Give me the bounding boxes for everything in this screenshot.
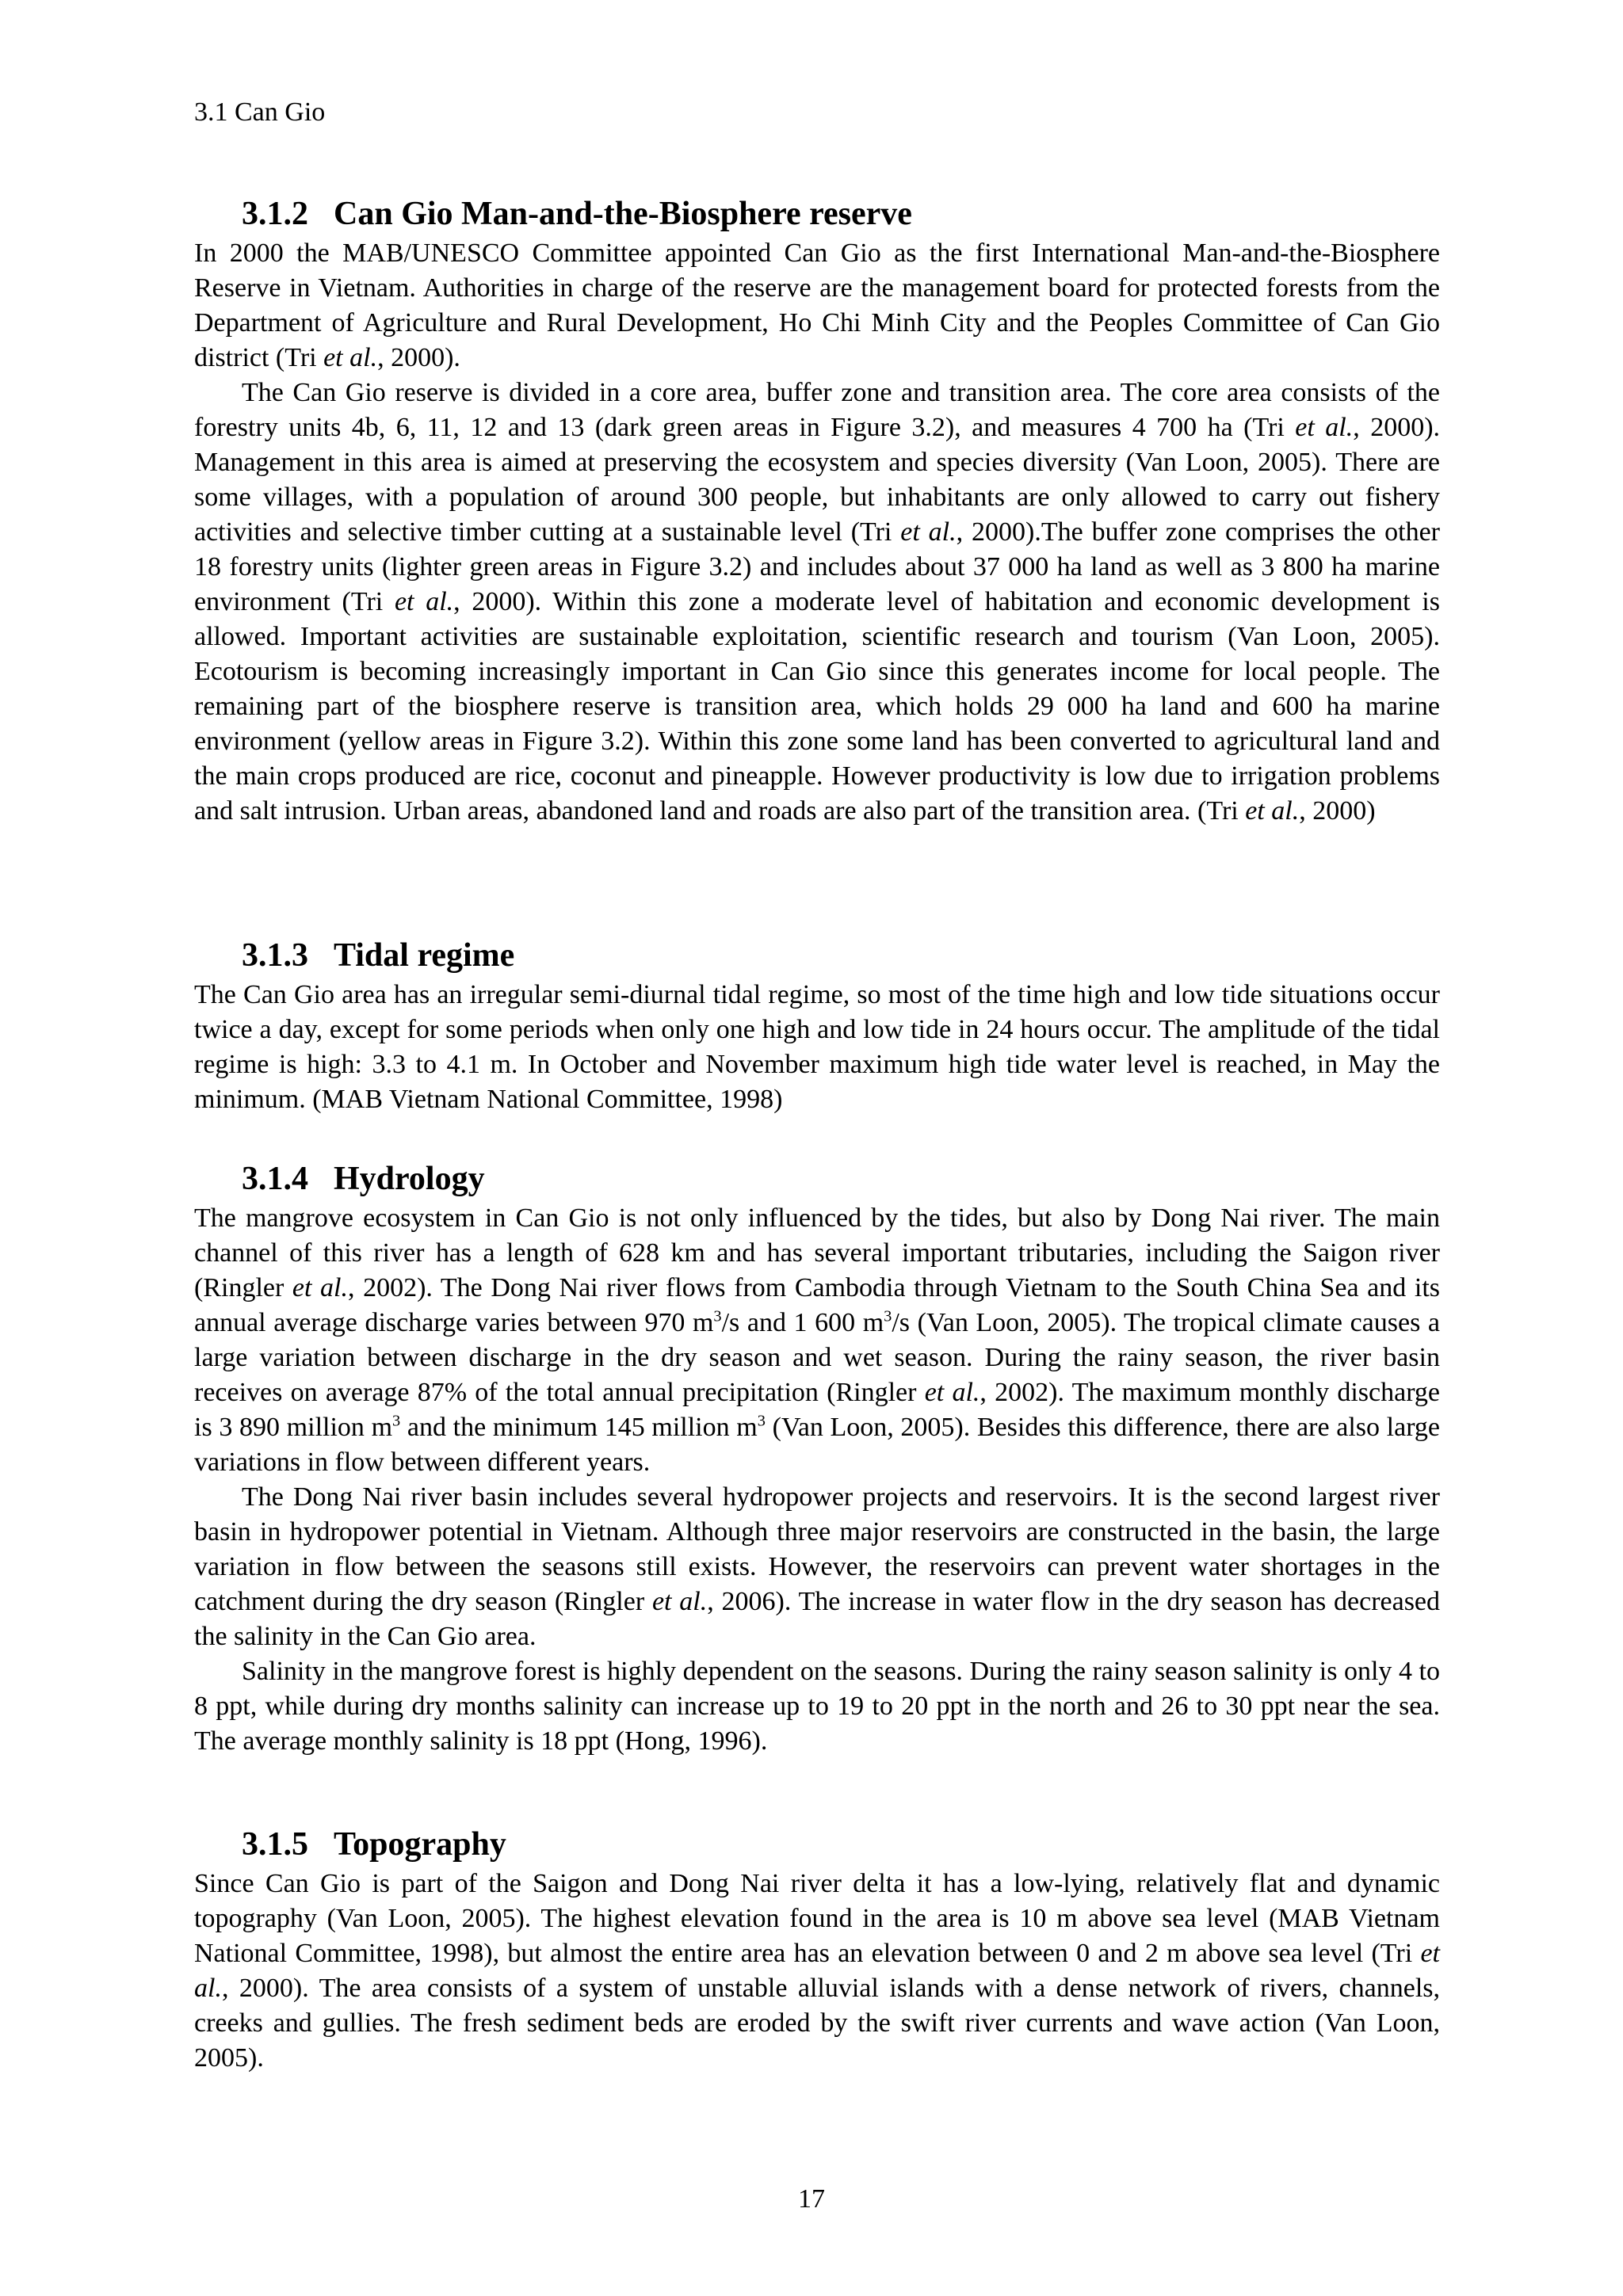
paragraph: Salinity in the mangrove forest is highly dependent on the seasons. During the rainy season salinity is only 4 to 8 ppt, while during dry months salinity can increase up to 19 to 20 ppt in the north and 26 to 30 ppt near the sea. The average monthly salinity is 18 ppt (Hong, 1996). bbox=[194, 1657, 1440, 1756]
running-header: 3.1 Can Gio bbox=[194, 97, 326, 127]
superscript: 3 bbox=[392, 1412, 401, 1430]
paragraph: The Can Gio area has an irregular semi-diurnal tidal regime, so most of the time high and low tide situations occur twice a day, except for some periods when only one high and low tide in 24 hours occur. The amplitude of the tidal regime is high: 3.3 to 4.1 m. In October and November maximum high tide water level is reached, in May the minimum. (MAB Vietnam National Committee, 1998) bbox=[194, 980, 1440, 1114]
section-number: 3.1.3 bbox=[242, 937, 308, 974]
italic-text: et al. bbox=[924, 1378, 980, 1407]
section-3-1-5 bbox=[194, 1822, 1440, 2076]
section-heading bbox=[242, 1822, 1440, 1867]
section-3-1-4 bbox=[194, 1157, 1440, 1759]
paragraph: In 2000 the MAB/UNESCO Committee appointed Can Gio as the first International Man-and-the-Biosphere Reserve in Vietnam. Authorities in charge of the reserve are the management board for protected forests from the Department of Agriculture and Rural Development, Ho Chi Minh City and the Peoples Committee of Can Gio district (Tri et al., 2000). bbox=[194, 238, 1440, 372]
section-number: 3.1.4 bbox=[242, 1161, 308, 1197]
section-title: Tidal regime bbox=[334, 937, 515, 974]
page-number: 17 bbox=[798, 2184, 825, 2214]
italic-text: et al. bbox=[900, 517, 957, 547]
italic-text: et al. bbox=[394, 587, 454, 616]
superscript: 3 bbox=[884, 1307, 892, 1325]
paragraph: The Can Gio reserve is divided in a core area, buffer zone and transition area. The core area consists of the forestry units 4b, 6, 11, 12 and 13 (dark green areas in Figure 3.2), and measures 4 700 ha (Tri et al., 2000). Management in this area is aimed at preserving the ecosystem and species diversity (Van Loon, 2005). There are some villages, with a population of around 300 people, but inhabitants are only allowed to carry out fishery activities and selective timber cutting at a sustainable level (Tri et al., 2000).The buffer zone comprises the other 18 forestry units (lighter green areas in Figure 3.2) and includes about 37 000 ha land as well as 3 800 ha marine environment (Tri et al., 2000). Within this zone a moderate level of habitation and economic development is allowed. Important activities are sustainable exploitation, scientific research and tourism (Van Loon, 2005). Ecotourism is becoming increasingly important in Can Gio since this generates income for local people. The remaining part of the biosphere reserve is transition area, which holds 29 000 ha land and 600 ha marine environment (yellow areas in Figure 3.2). Within this zone some land has been converted to agricultural land and the main crops produced are rice, coconut and pineapple. However productivity is low due to irrigation problems and salt intrusion. Urban areas, abandoned land and roads are also part of the transition area. (Tri et al., 2000) bbox=[194, 378, 1441, 826]
italic-text: et al. bbox=[1295, 413, 1354, 442]
paragraph: The Dong Nai river basin includes several hydropower projects and reservoirs. It is the second largest river basin in hydropower potential in Vietnam. Although three major reservoirs are constructed in the basin, the large variation in flow between the seasons still exists. However, the reservoirs can prevent water shortages in the catchment during the dry season (Ringler et al., 2006). The increase in water flow in the dry season has decreased the salinity in the Can Gio area. bbox=[194, 1482, 1441, 1651]
italic-text: et al. bbox=[323, 343, 378, 372]
section-title: Hydrology bbox=[334, 1161, 485, 1197]
superscript: 3 bbox=[713, 1307, 722, 1325]
section-heading bbox=[242, 192, 1440, 236]
italic-text: et al. bbox=[651, 1587, 708, 1616]
section-number: 3.1.2 bbox=[242, 196, 308, 232]
section-heading bbox=[242, 933, 1440, 978]
section-heading bbox=[242, 1157, 1440, 1201]
section-3-1-3 bbox=[194, 933, 1440, 1117]
italic-text: et al. bbox=[1245, 796, 1300, 826]
italic-text: et al. bbox=[292, 1273, 348, 1302]
section-3-1-2 bbox=[194, 192, 1440, 829]
italic-text: et al. bbox=[194, 1939, 1440, 2003]
section-title: Can Gio Man-and-the-Biosphere reserve bbox=[334, 196, 912, 232]
section-number: 3.1.5 bbox=[242, 1826, 308, 1863]
superscript: 3 bbox=[757, 1412, 766, 1430]
section-title: Topography bbox=[334, 1826, 506, 1863]
paragraph: Since Can Gio is part of the Saigon and Dong Nai river delta it has a low-lying, relatively flat and dynamic topography (Van Loon, 2005). The highest elevation found in the area is 10 m above sea level (MAB Vietnam National Committee, 1998), but almost the entire area has an elevation between 0 and 2 m above sea level (Tri et al., 2000). The area consists of a system of unstable alluvial islands with a dense network of rivers, channels, creeks and gullies. The fresh sediment beds are eroded by the swift river currents and wave action (Van Loon, 2005). bbox=[194, 1869, 1440, 2073]
paragraph: The mangrove ecosystem in Can Gio is not only influenced by the tides, but also by Dong Nai river. The main channel of this river has a length of 628 km and has several important tributaries, including the Saigon river (Ringler et al., 2002). The Dong Nai river flows from Cambodia through Vietnam to the South China Sea and its annual average discharge varies between 970 $m^3/s$ and 1 600 $m^3/s$ (Van Loon, 2005). The tropical climate causes a large variation between discharge in the dry season and wet season. During the rainy season, the river basin receives on average 87% of the total annual precipitation (Ringler et al., 2002). The maximum monthly discharge is 3 890 million $m^3$ and the minimum 145 million $m^3$ (Van Loon, 2005). Besides this difference, there are also large variations in flow between different years. bbox=[194, 1203, 1440, 1477]
